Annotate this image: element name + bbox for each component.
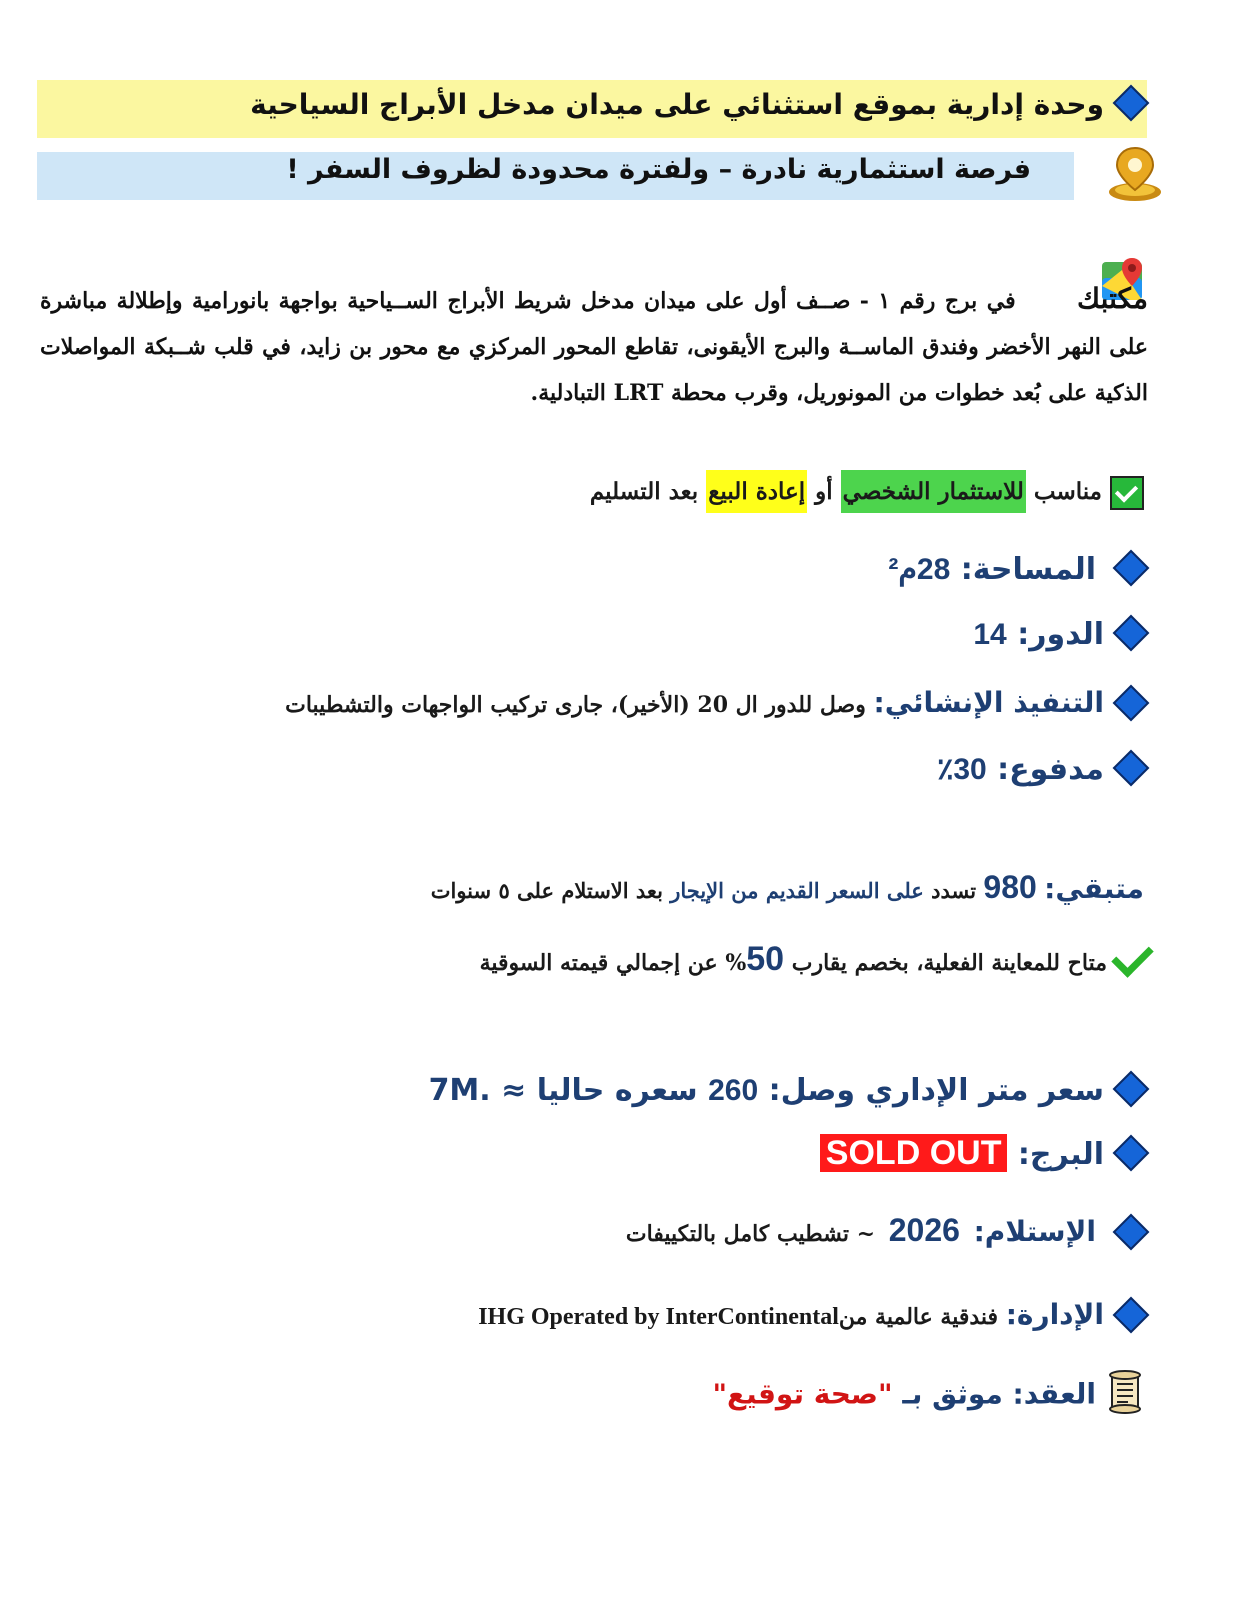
diamond-bullet-icon [1113, 749, 1150, 786]
check-box-icon [1110, 476, 1144, 510]
area-line: المساحة: 28م² [888, 552, 1144, 587]
scroll-icon [1106, 1370, 1144, 1421]
diamond-bullet-icon [1113, 1070, 1150, 1107]
management-line: الإدارة: فندقية عالمية منIHG Operated by InterContinental [478, 1298, 1144, 1331]
diamond-bullet-icon [1113, 1297, 1150, 1334]
diamond-bullet-icon [1113, 549, 1150, 586]
tick-icon [1111, 935, 1153, 977]
description-lead: مكتبك [1077, 282, 1148, 315]
suitable-line: مناسب للاستثمار الشخصي أو إعادة البيع بعد التسليم [590, 476, 1144, 510]
construction-line: التنفيذ الإنشائي: وصل للدور ال 20 (الأخير)، جارى تركيب الواجهات والتشطيبات [285, 686, 1144, 719]
paid-line: مدفوع: 30٪ [937, 752, 1144, 787]
page-subtitle: فرصة استثمارية نادرة – ولفترة محدودة لظروف السفر ! [286, 154, 1031, 185]
page-title: وحدة إدارية بموقع استثنائي على ميدان مدخل الأبراج السياحية [250, 88, 1144, 121]
location-pin-icon [1104, 142, 1166, 204]
diamond-bullet-icon [1113, 685, 1150, 722]
contract-line: العقد: موثق بـ "صحة توقيع" [712, 1370, 1144, 1421]
description-body: في برج رقم ١ - صــف أول على ميدان مدخل شريط الأبراج الســياحية بواجهة بانورامية وإطلالة مباشرة على النهر الأخضر وفندق الماســة والبرج الأيقونى، تقاطع المحور المركزي مع محور بن زايد، في قلب شــبكة المواصلات الذكية على بُعد خطوات من المونوريل، وقرب محطة LRT التبادلية. [40, 288, 1148, 406]
inspection-line: متاح للمعاينة الفعلية، بخصم يقارب 50% عن إجمالي قيمته السوقية [480, 940, 1144, 983]
description-paragraph [40, 276, 1148, 416]
diamond-bullet-icon [1113, 85, 1150, 122]
diamond-bullet-icon [1113, 1134, 1150, 1171]
diamond-bullet-icon [1113, 1214, 1150, 1251]
diamond-bullet-icon [1113, 614, 1150, 651]
sold-out-badge: SOLD OUT [820, 1134, 1008, 1172]
personal-investment-highlight: للاستثمار الشخصي [841, 470, 1026, 513]
resale-highlight: إعادة البيع [706, 470, 807, 513]
floor-line: الدور: 14 [973, 617, 1144, 652]
remaining-line: متبقي: 980 تسدد على السعر القديم من الإيجار بعد الاستلام على ٥ سنوات [430, 869, 1144, 905]
delivery-line: الإستلام: 2026 ~ تشطيب كامل بالتكييفات [626, 1212, 1144, 1249]
pricing-line: سعر متر الإداري وصل: 260 سعره حاليا ≈ .7M [429, 1073, 1144, 1108]
tower-line: البرج: SOLD OUT [820, 1134, 1144, 1173]
